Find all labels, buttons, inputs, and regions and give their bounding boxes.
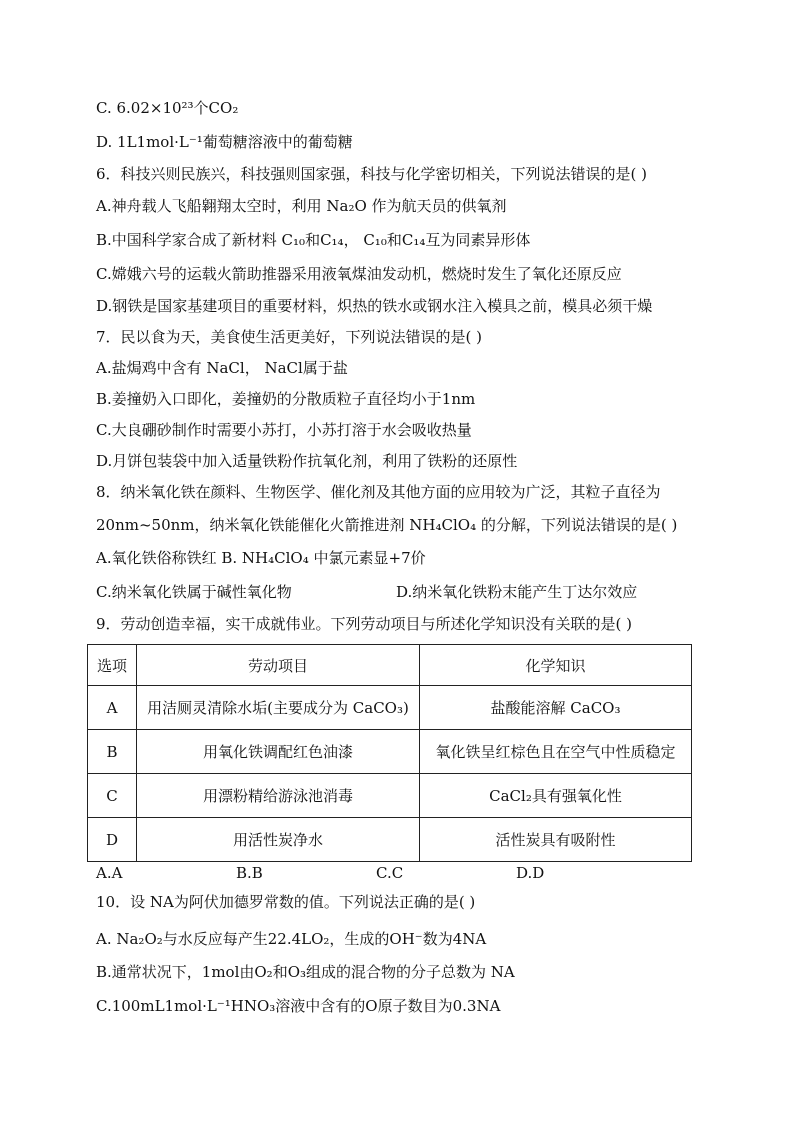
question-7-option-c: C.大良硼砂制作时需要小苏打，小苏打溶于水会吸收热量 bbox=[96, 421, 472, 439]
choice-b: B.B bbox=[236, 864, 263, 882]
table-row bbox=[88, 686, 692, 730]
table-cell: 氧化铁呈红棕色且在空气中性质稳定 bbox=[420, 730, 692, 774]
question-10-stem: 10．设 NA为阿伏加德罗常数的值。下列说法正确的是( ) bbox=[96, 893, 476, 911]
table-cell: 用漂粉精给游泳池消毒 bbox=[137, 774, 420, 818]
question-8-stem-cont: 20nm~50nm，纳米氧化铁能催化火箭推进剂 NH₄ClO₄ 的分解，下列说法错误的是( ) bbox=[96, 516, 678, 534]
table-header-cell: 化学知识 bbox=[420, 645, 692, 686]
table-row bbox=[88, 774, 692, 818]
table-header-row bbox=[88, 645, 692, 686]
question-8-option-c: C.纳米氧化铁属于碱性氧化物 bbox=[96, 583, 292, 601]
question-8-options-cd bbox=[96, 582, 637, 602]
choice-c: C.C bbox=[376, 864, 404, 882]
option-c-line: C. 6.02×10²³个CO₂ bbox=[96, 99, 239, 117]
question-6-option-d: D.钢铁是国家基建项目的重要材料，炽热的铁水或钢水注入模具之前，模具必须干燥 bbox=[96, 297, 653, 315]
table-row bbox=[88, 730, 692, 774]
table-header-cell: 选项 bbox=[88, 645, 137, 686]
question-7-option-a: A.盐焗鸡中含有 NaCl， NaCl属于盐 bbox=[96, 359, 348, 377]
table-cell: CaCl₂具有强氧化性 bbox=[420, 774, 692, 818]
table-header-cell: 劳动项目 bbox=[137, 645, 420, 686]
question-6-option-b: B.中国科学家合成了新材料 C₁₀和C₁₄， C₁₀和C₁₄互为同素异形体 bbox=[96, 231, 531, 249]
question-6-stem: 6．科技兴则民族兴，科技强则国家强，科技与化学密切相关，下列说法错误的是( ) bbox=[96, 165, 648, 183]
option-d-line: D. 1L1mol·L⁻¹葡萄糖溶液中的葡萄糖 bbox=[96, 133, 353, 151]
question-7-stem: 7．民以食为天，美食使生活更美好，下列说法错误的是( ) bbox=[96, 328, 483, 346]
table-cell: 盐酸能溶解 CaCO₃ bbox=[420, 686, 692, 730]
question-10-option-b: B.通常状况下，1mol由O₂和O₃组成的混合物的分子总数为 NA bbox=[96, 963, 515, 981]
question-7-option-d: D.月饼包装袋中加入适量铁粉作抗氧化剂，利用了铁粉的还原性 bbox=[96, 452, 518, 470]
table-row bbox=[88, 818, 692, 862]
question-9-choices bbox=[96, 864, 656, 882]
table-cell: 活性炭具有吸附性 bbox=[420, 818, 692, 862]
choice-d: D.D bbox=[516, 864, 545, 882]
table-cell: D bbox=[88, 818, 137, 862]
table-cell: 用洁厕灵清除水垢(主要成分为 CaCO₃) bbox=[137, 686, 420, 730]
choice-a: A.A bbox=[96, 864, 123, 882]
question-7-option-b: B.姜撞奶入口即化，姜撞奶的分散质粒子直径均小于1nm bbox=[96, 390, 476, 408]
question-8-stem: 8．纳米氧化铁在颜料、生物医学、催化剂及其他方面的应用较为广泛，其粒子直径为 bbox=[96, 483, 661, 501]
table-cell: 用活性炭净水 bbox=[137, 818, 420, 862]
question-6-option-c: C.嫦娥六号的运载火箭助推器采用液氧煤油发动机，燃烧时发生了氧化还原反应 bbox=[96, 265, 622, 283]
question-9-table bbox=[87, 644, 692, 862]
question-8-options-ab: A.氧化铁俗称铁红 B. NH₄ClO₄ 中氯元素显+7价 bbox=[96, 549, 426, 567]
question-9-stem: 9．劳动创造幸福，实干成就伟业。下列劳动项目与所述化学知识没有关联的是( ) bbox=[96, 615, 633, 633]
question-6-option-a: A.神舟载人飞船翱翔太空时，利用 Na₂O 作为航天员的供氧剂 bbox=[96, 197, 507, 215]
table-cell: A bbox=[88, 686, 137, 730]
table-cell: B bbox=[88, 730, 137, 774]
table-cell: C bbox=[88, 774, 137, 818]
question-10-option-c: C.100mL1mol·L⁻¹HNO₃溶液中含有的O原子数目为0.3NA bbox=[96, 997, 501, 1015]
question-10-option-a: A. Na₂O₂与水反应每产生22.4LO₂，生成的OH⁻数为4NA bbox=[96, 930, 487, 948]
table-cell: 用氧化铁调配红色油漆 bbox=[137, 730, 420, 774]
question-8-option-d: D.纳米氧化铁粉末能产生丁达尔效应 bbox=[396, 583, 638, 601]
